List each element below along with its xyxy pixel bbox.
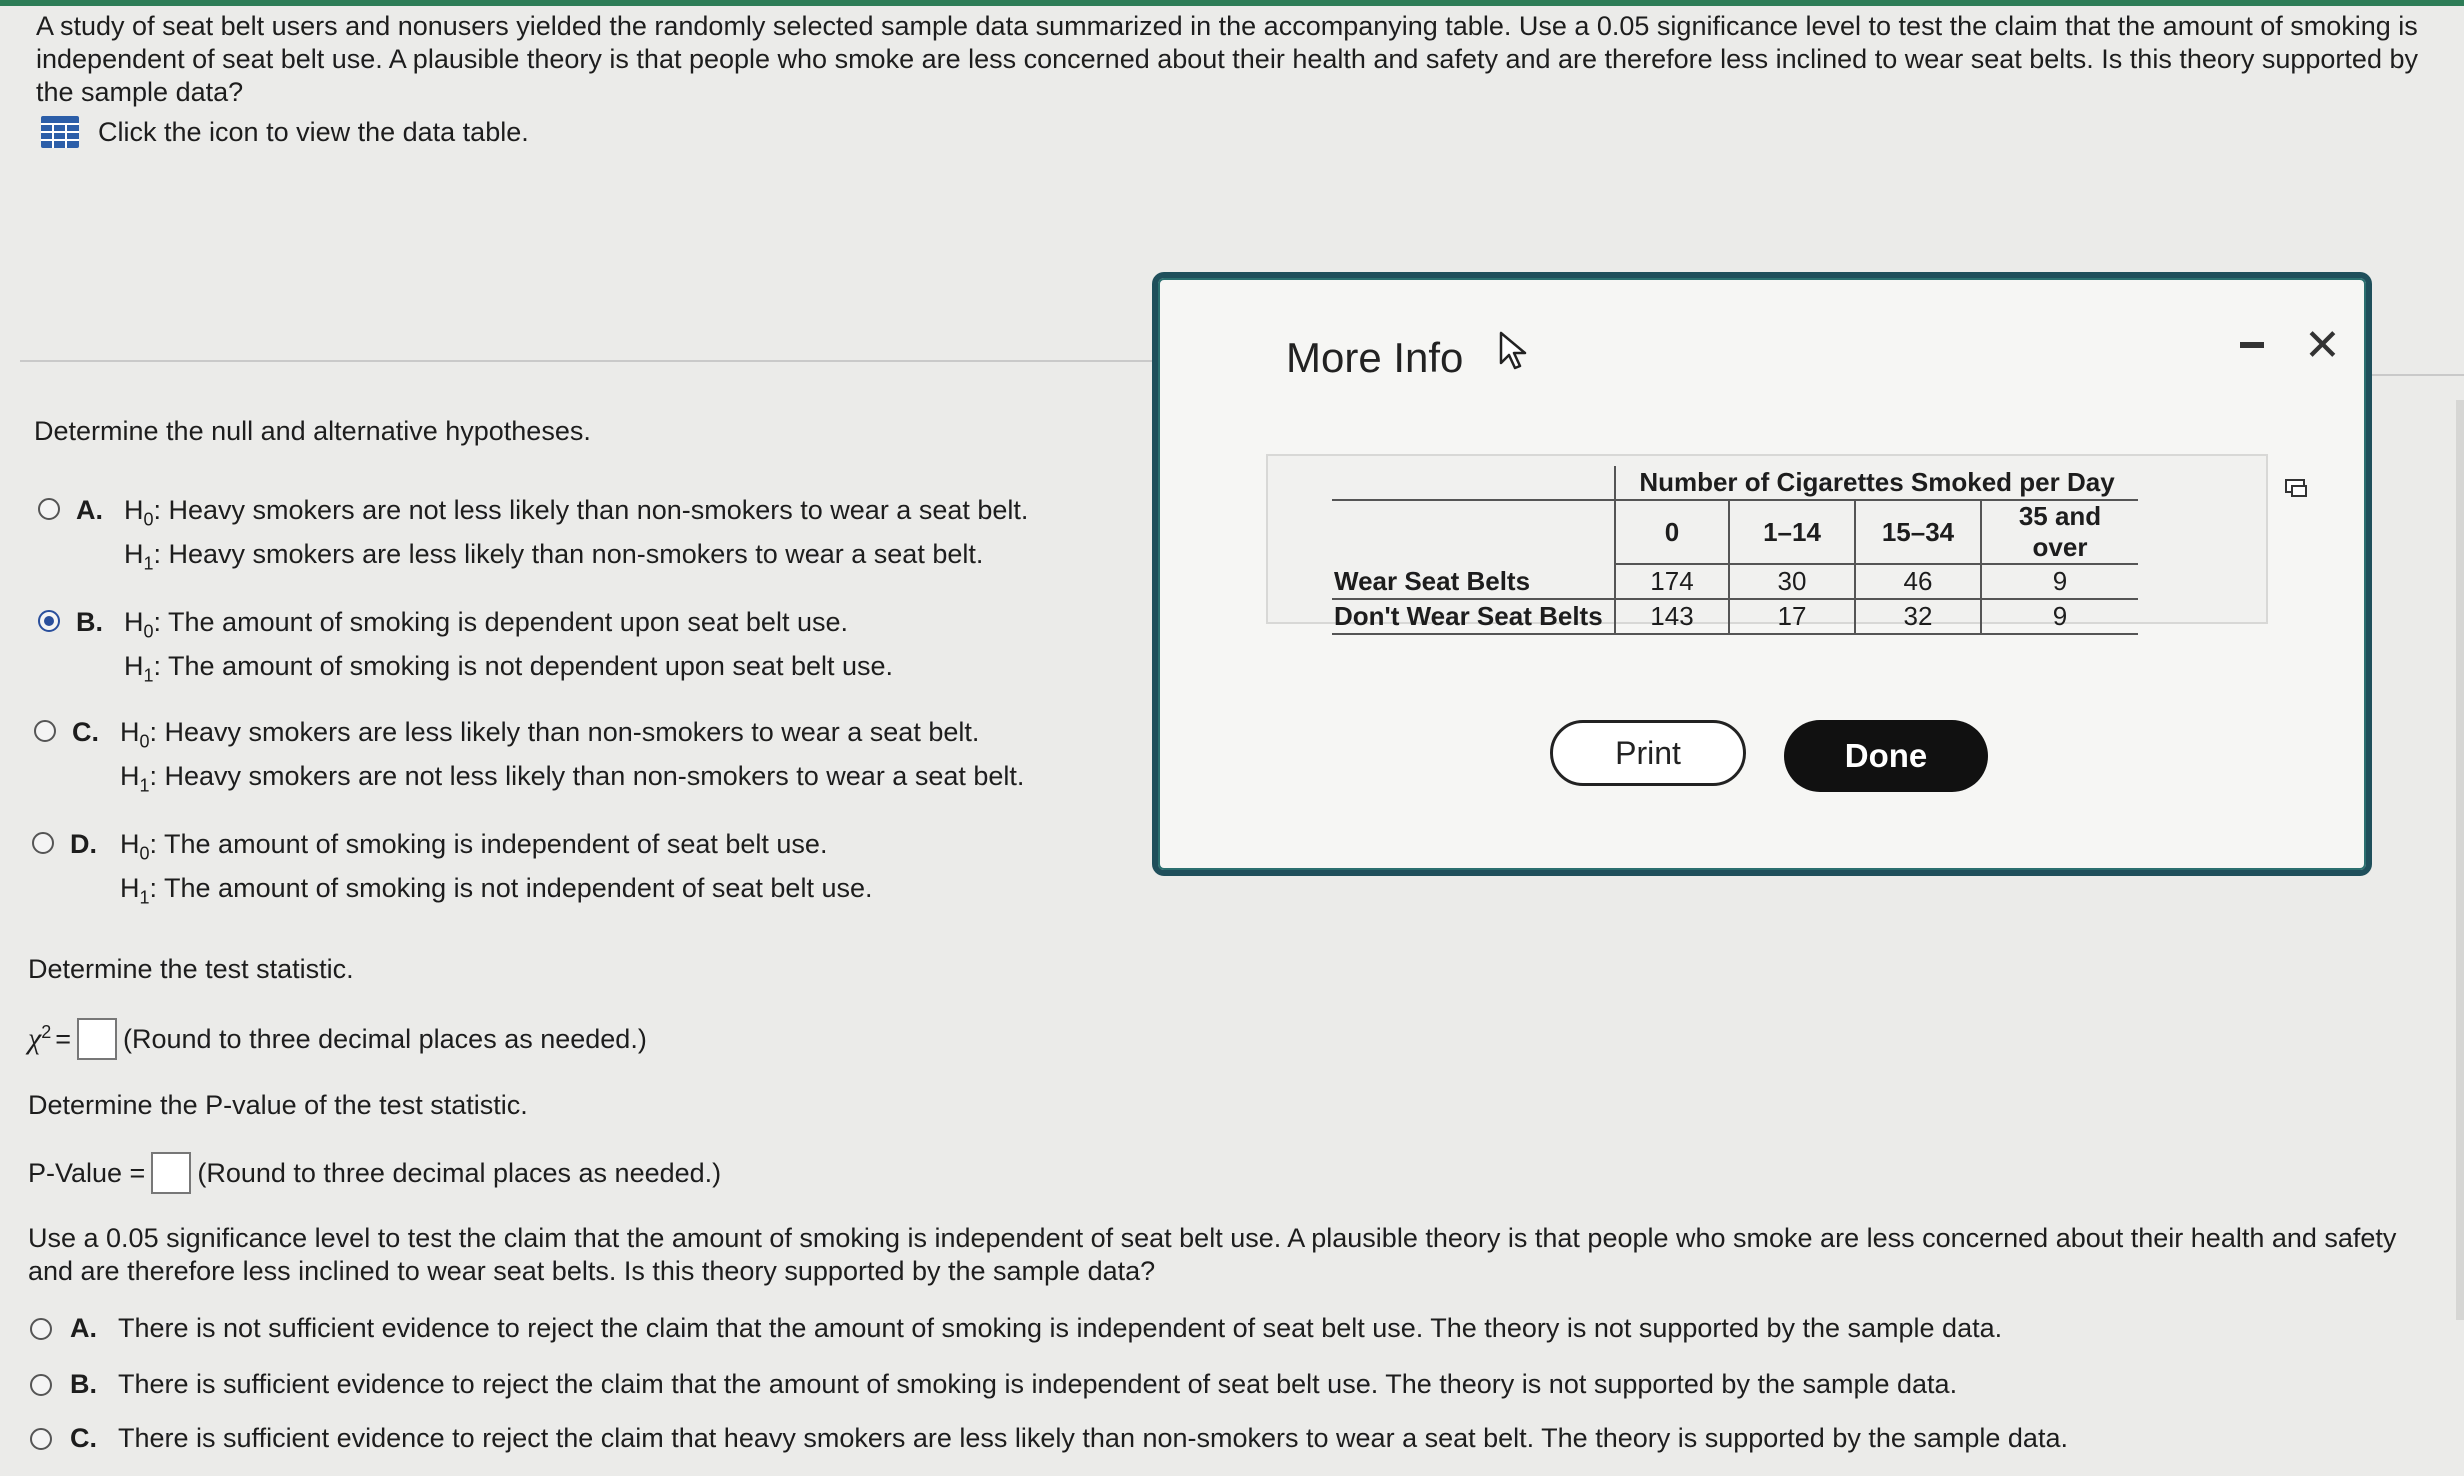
print-button[interactable]: Print: [1550, 720, 1746, 786]
radio-option-d[interactable]: [32, 832, 54, 854]
table-grid-icon[interactable]: [40, 115, 80, 149]
radio-conclusion-a[interactable]: [30, 1318, 52, 1340]
test-statistic-hint: (Round to three decimal places as needed.): [123, 1023, 647, 1054]
h0-line: $H_0$: The amount of smoking is dependent upon seat belt use.: [124, 607, 848, 642]
conclusion-text: There is sufficient evidence to reject the claim that the amount of smoking is independent of seat belt use. The theory is not supported by the sample data.: [118, 1369, 1958, 1399]
top-accent-bar: [0, 0, 2464, 6]
table-cell: 30: [1729, 564, 1855, 599]
h1-line: $H_1$: Heavy smokers are not less likely than non-smokers to wear a seat belt.: [120, 761, 1025, 796]
radio-option-a[interactable]: [38, 498, 60, 520]
table-row: [1332, 564, 2138, 599]
p-value-row: [28, 1152, 721, 1194]
option-letter: A.: [70, 1313, 97, 1343]
table-cell: 32: [1855, 599, 1981, 634]
scrollbar[interactable]: [2456, 400, 2464, 1320]
h1-line: $H_1$: The amount of smoking is not dependent upon seat belt use.: [124, 651, 894, 686]
column-header: 35 and over: [1981, 500, 2138, 564]
h1-line: $H_1$: Heavy smokers are less likely than non-smokers to wear a seat belt.: [124, 539, 984, 574]
conclusion-text: There is not sufficient evidence to reject the claim that the amount of smoking is independent of seat belt use. The theory is not supported by the sample data.: [118, 1313, 2003, 1343]
data-table-panel: [1266, 454, 2268, 631]
group-header: Number of Cigarettes Smoked per Day: [1615, 466, 2138, 500]
table-row: [1332, 599, 2138, 634]
h0-line: $H_0$: The amount of smoking is independent of seat belt use.: [120, 829, 828, 864]
data-table-link[interactable]: [40, 112, 529, 152]
h0-line: $H_0$: Heavy smokers are less likely than non-smokers to wear a seat belt.: [120, 717, 980, 752]
option-letter: D.: [70, 829, 97, 859]
conclusion-prompt: Use a 0.05 significance level to test the claim that the amount of smoking is independent of seat belt use. A plausible theory is that people who smoke are less concerned about their health and safety and are therefore less inclined to wear seat belts. Is this theory supported by the sample data?: [28, 1223, 2397, 1286]
dialog-title: More Info: [1286, 334, 1464, 381]
option-letter: B.: [70, 1369, 97, 1399]
question-text: A study of seat belt users and nonusers yielded the randomly selected sample data summarized in the accompanying table. Use a 0.05 significance level to test the claim that the amount of smoking is independent of seat belt use. A plausible theory is that people who smoke are less concerned about their health and safety and are therefore less inclined to wear seat belts. Is this theory supported by the sample data?: [36, 11, 2418, 107]
table-group-header-row: [1332, 466, 2138, 500]
cursor-arrow-icon: [1498, 330, 1530, 372]
radio-option-b[interactable]: [38, 610, 60, 632]
row-label: Wear Seat Belts: [1332, 564, 1615, 599]
equals-sign: =: [55, 1023, 71, 1054]
h1-line: $H_1$: The amount of smoking is not independent of seat belt use.: [120, 873, 873, 908]
chi-symbol: χ: [28, 1022, 42, 1055]
option-letter: C.: [72, 717, 99, 747]
p-value-hint: (Round to three decimal places as needed.): [197, 1157, 722, 1188]
smoking-seatbelt-table: [1332, 466, 2138, 635]
p-value-prompt: Determine the P-value of the test statistic.: [28, 1090, 528, 1120]
hypotheses-prompt: Determine the null and alternative hypotheses.: [34, 416, 591, 446]
h0-line: $H_0$: Heavy smokers are not less likely than non-smokers to wear a seat belt.: [124, 495, 1029, 530]
chi-square-input[interactable]: [77, 1018, 117, 1060]
done-button[interactable]: Done: [1784, 720, 1988, 792]
table-cell: 143: [1615, 599, 1729, 634]
test-statistic-prompt: Determine the test statistic.: [28, 954, 354, 984]
option-letter: A.: [76, 495, 103, 525]
copy-icon[interactable]: [2284, 478, 2310, 500]
option-letter: C.: [70, 1423, 97, 1453]
chi-exponent: 2: [41, 1021, 52, 1042]
option-letter: B.: [76, 607, 103, 637]
row-label: Don't Wear Seat Belts: [1332, 599, 1615, 634]
data-link-label[interactable]: Click the icon to view the data table.: [98, 116, 529, 147]
table-cell: 174: [1615, 564, 1729, 599]
conclusion-text: There is sufficient evidence to reject the claim that heavy smokers are less likely than non-smokers to wear a seat belt. The theory is supported by the sample data.: [118, 1423, 2068, 1453]
section-divider: [20, 360, 1160, 362]
table-cell: 17: [1729, 599, 1855, 634]
radio-conclusion-c[interactable]: [30, 1428, 52, 1450]
minimize-icon[interactable]: [2240, 342, 2264, 348]
close-icon[interactable]: ✕: [2304, 321, 2341, 370]
table-corner-cell: [1332, 466, 1615, 500]
column-header: 15–34: [1855, 500, 1981, 564]
table-column-header-row: [1332, 500, 2138, 564]
p-value-input[interactable]: [151, 1152, 191, 1194]
table-cell: 9: [1981, 564, 2138, 599]
radio-option-c[interactable]: [34, 720, 56, 742]
p-value-label: P-Value =: [28, 1157, 146, 1188]
column-header: 0: [1615, 500, 1729, 564]
more-info-dialog: [1152, 272, 2372, 876]
table-cell: 9: [1981, 599, 2138, 634]
radio-conclusion-b[interactable]: [30, 1374, 52, 1396]
table-corner-cell: [1332, 500, 1615, 564]
table-cell: 46: [1855, 564, 1981, 599]
section-divider-right: [2370, 374, 2464, 376]
test-statistic-row: [28, 1018, 647, 1060]
column-header: 1–14: [1729, 500, 1855, 564]
